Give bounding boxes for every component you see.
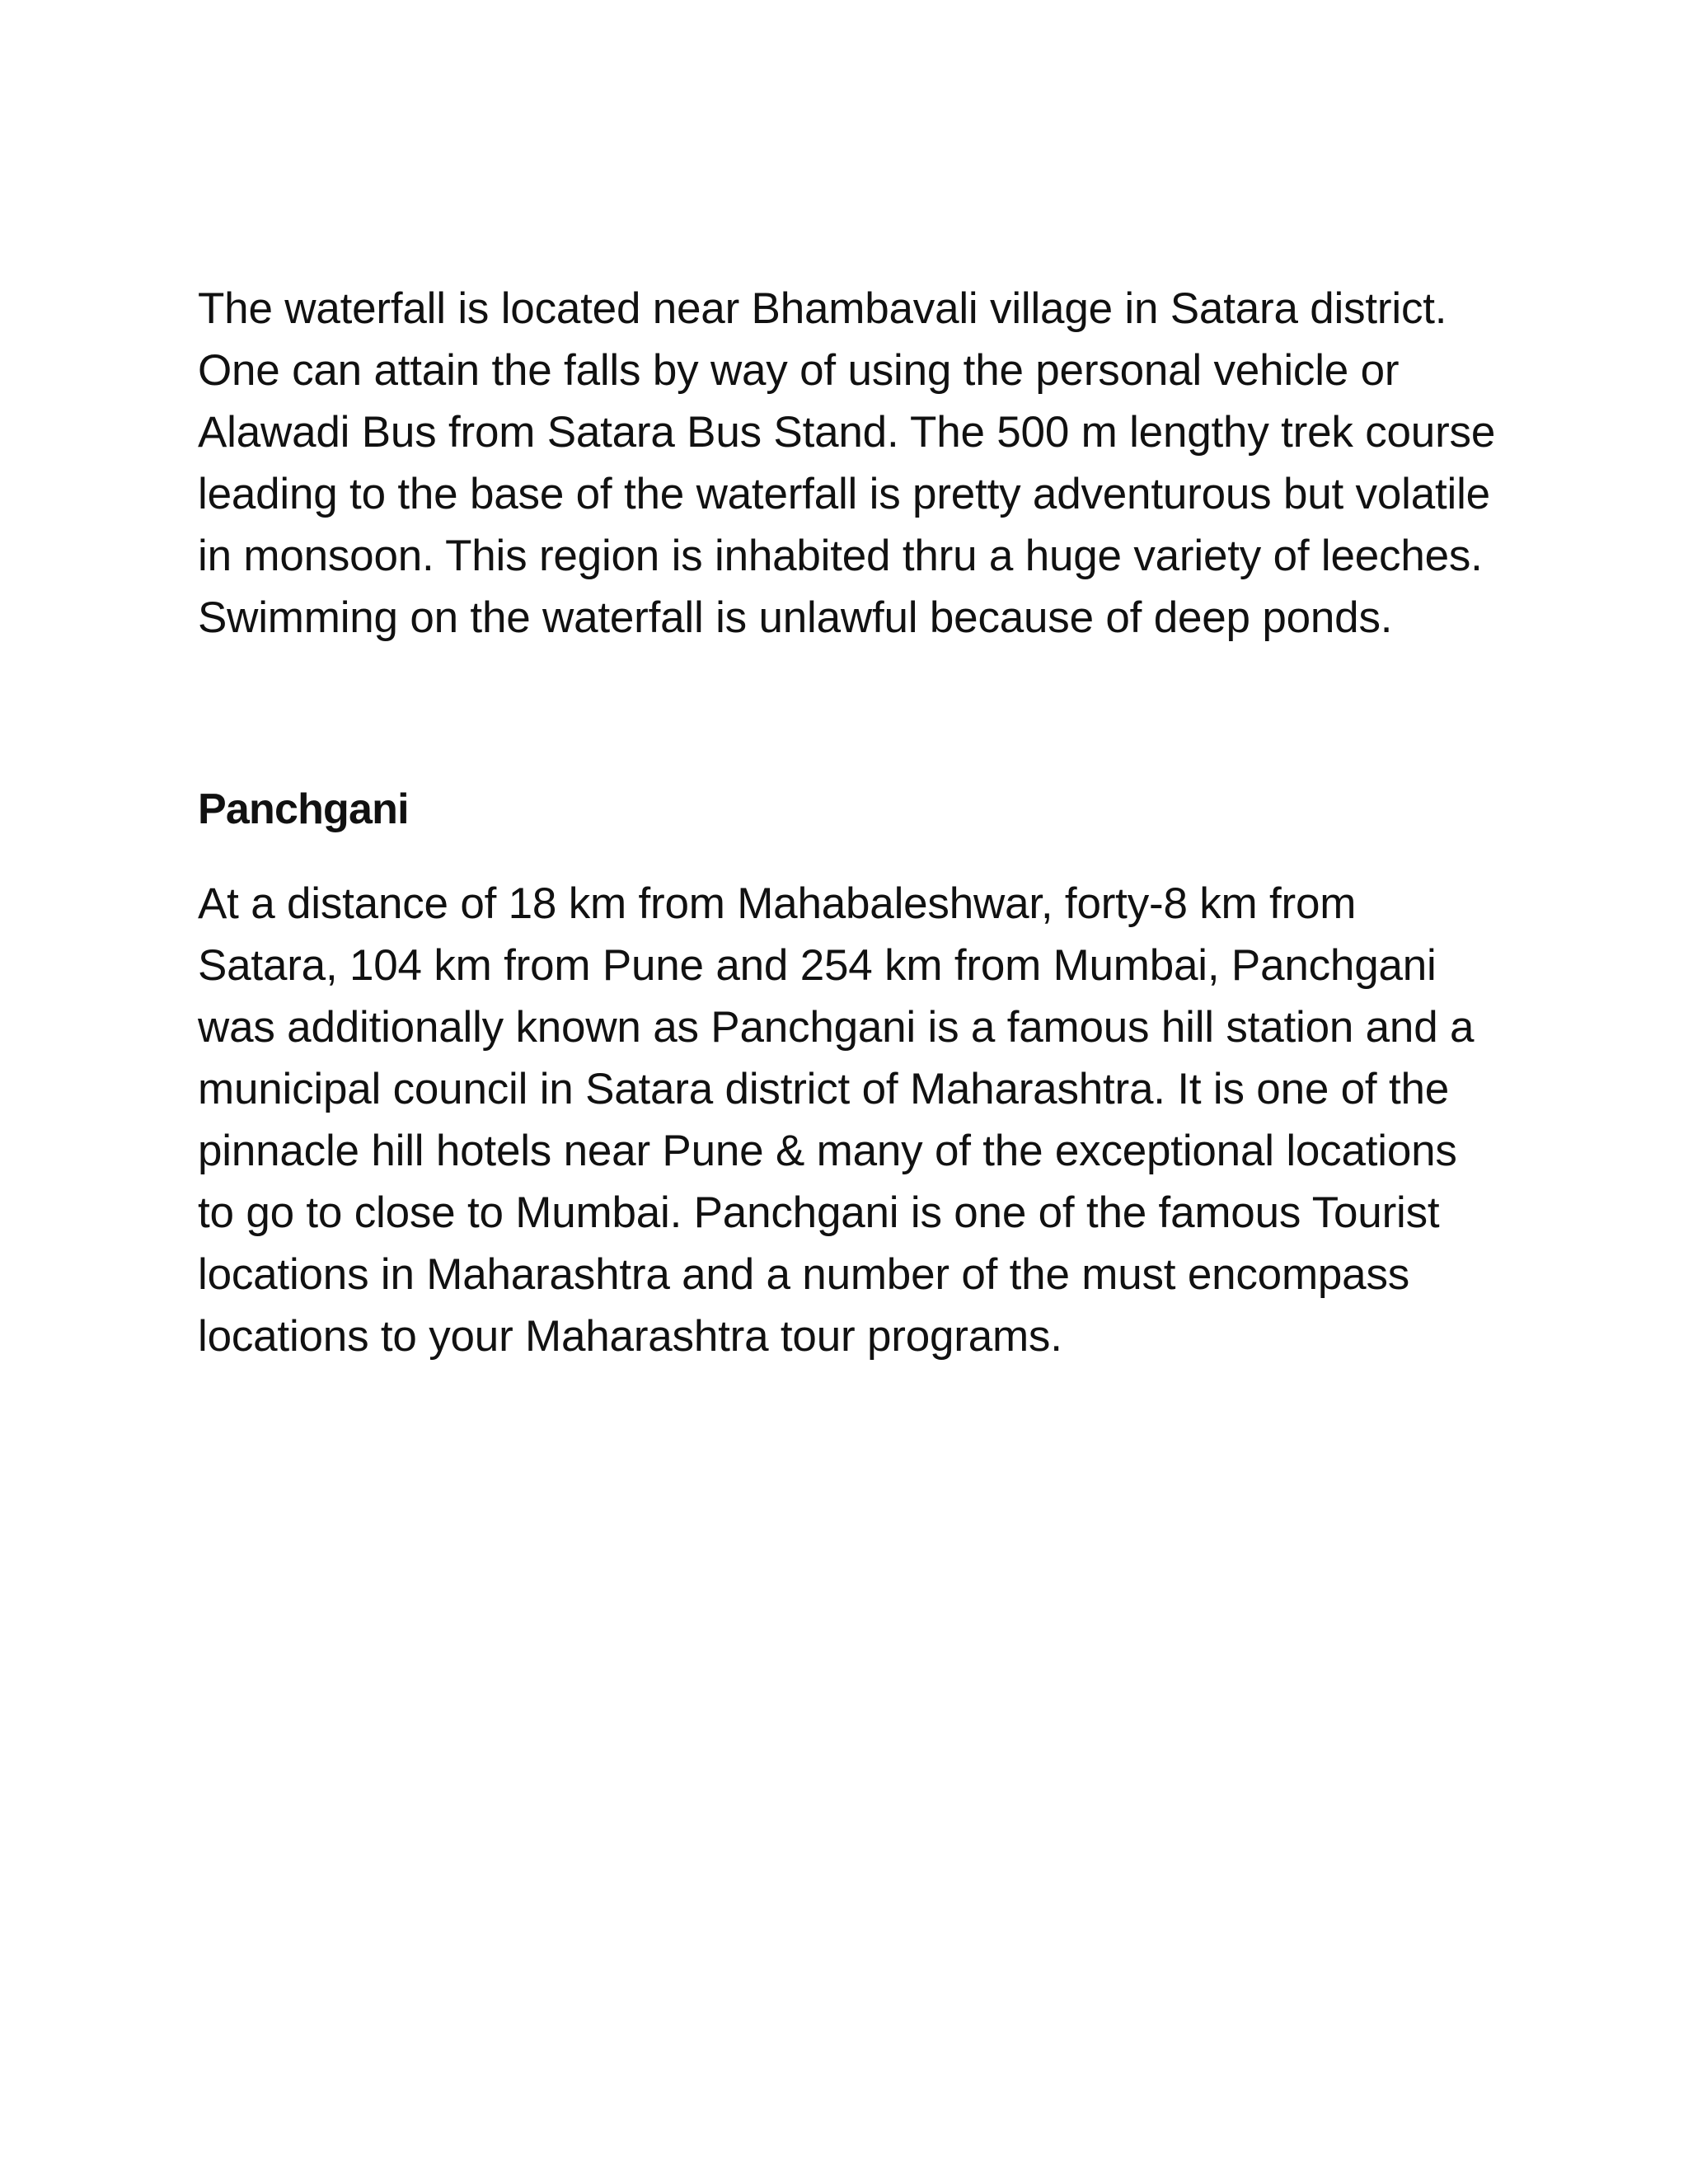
section-heading-panchgani: Panchgani xyxy=(198,785,409,833)
document-body xyxy=(198,278,1500,1367)
panchgani-paragraph: At a distance of 18 km from Mahabaleshwar, forty-8 km from Satara, 104 km from Pune and 254 km from Mumbai, Panchgani was additionally known as Panchgani is a famous hill station and a municipal council in Satara district of Maharashtra. It is one of the pinnacle hill hotels near Pune & many of the exceptional locations to go to close to Mumbai. Panchgani is one of the famous Tourist locations in Maharashtra and a number of the must encompass locations to your Maharashtra tour programs. xyxy=(198,879,1475,1361)
waterfall-paragraph: The waterfall is located near Bhambavali village in Satara district. One can attain the falls by way of using the personal vehicle or Alawadi Bus from Satara Bus Stand. The 500 m lengthy trek course leading to the base of the waterfall is pretty adventurous but volatile in monsoon. This region is inhabited thru a huge variety of leeches. Swimming on the waterfall is unlawful because of deep ponds. xyxy=(198,284,1496,642)
